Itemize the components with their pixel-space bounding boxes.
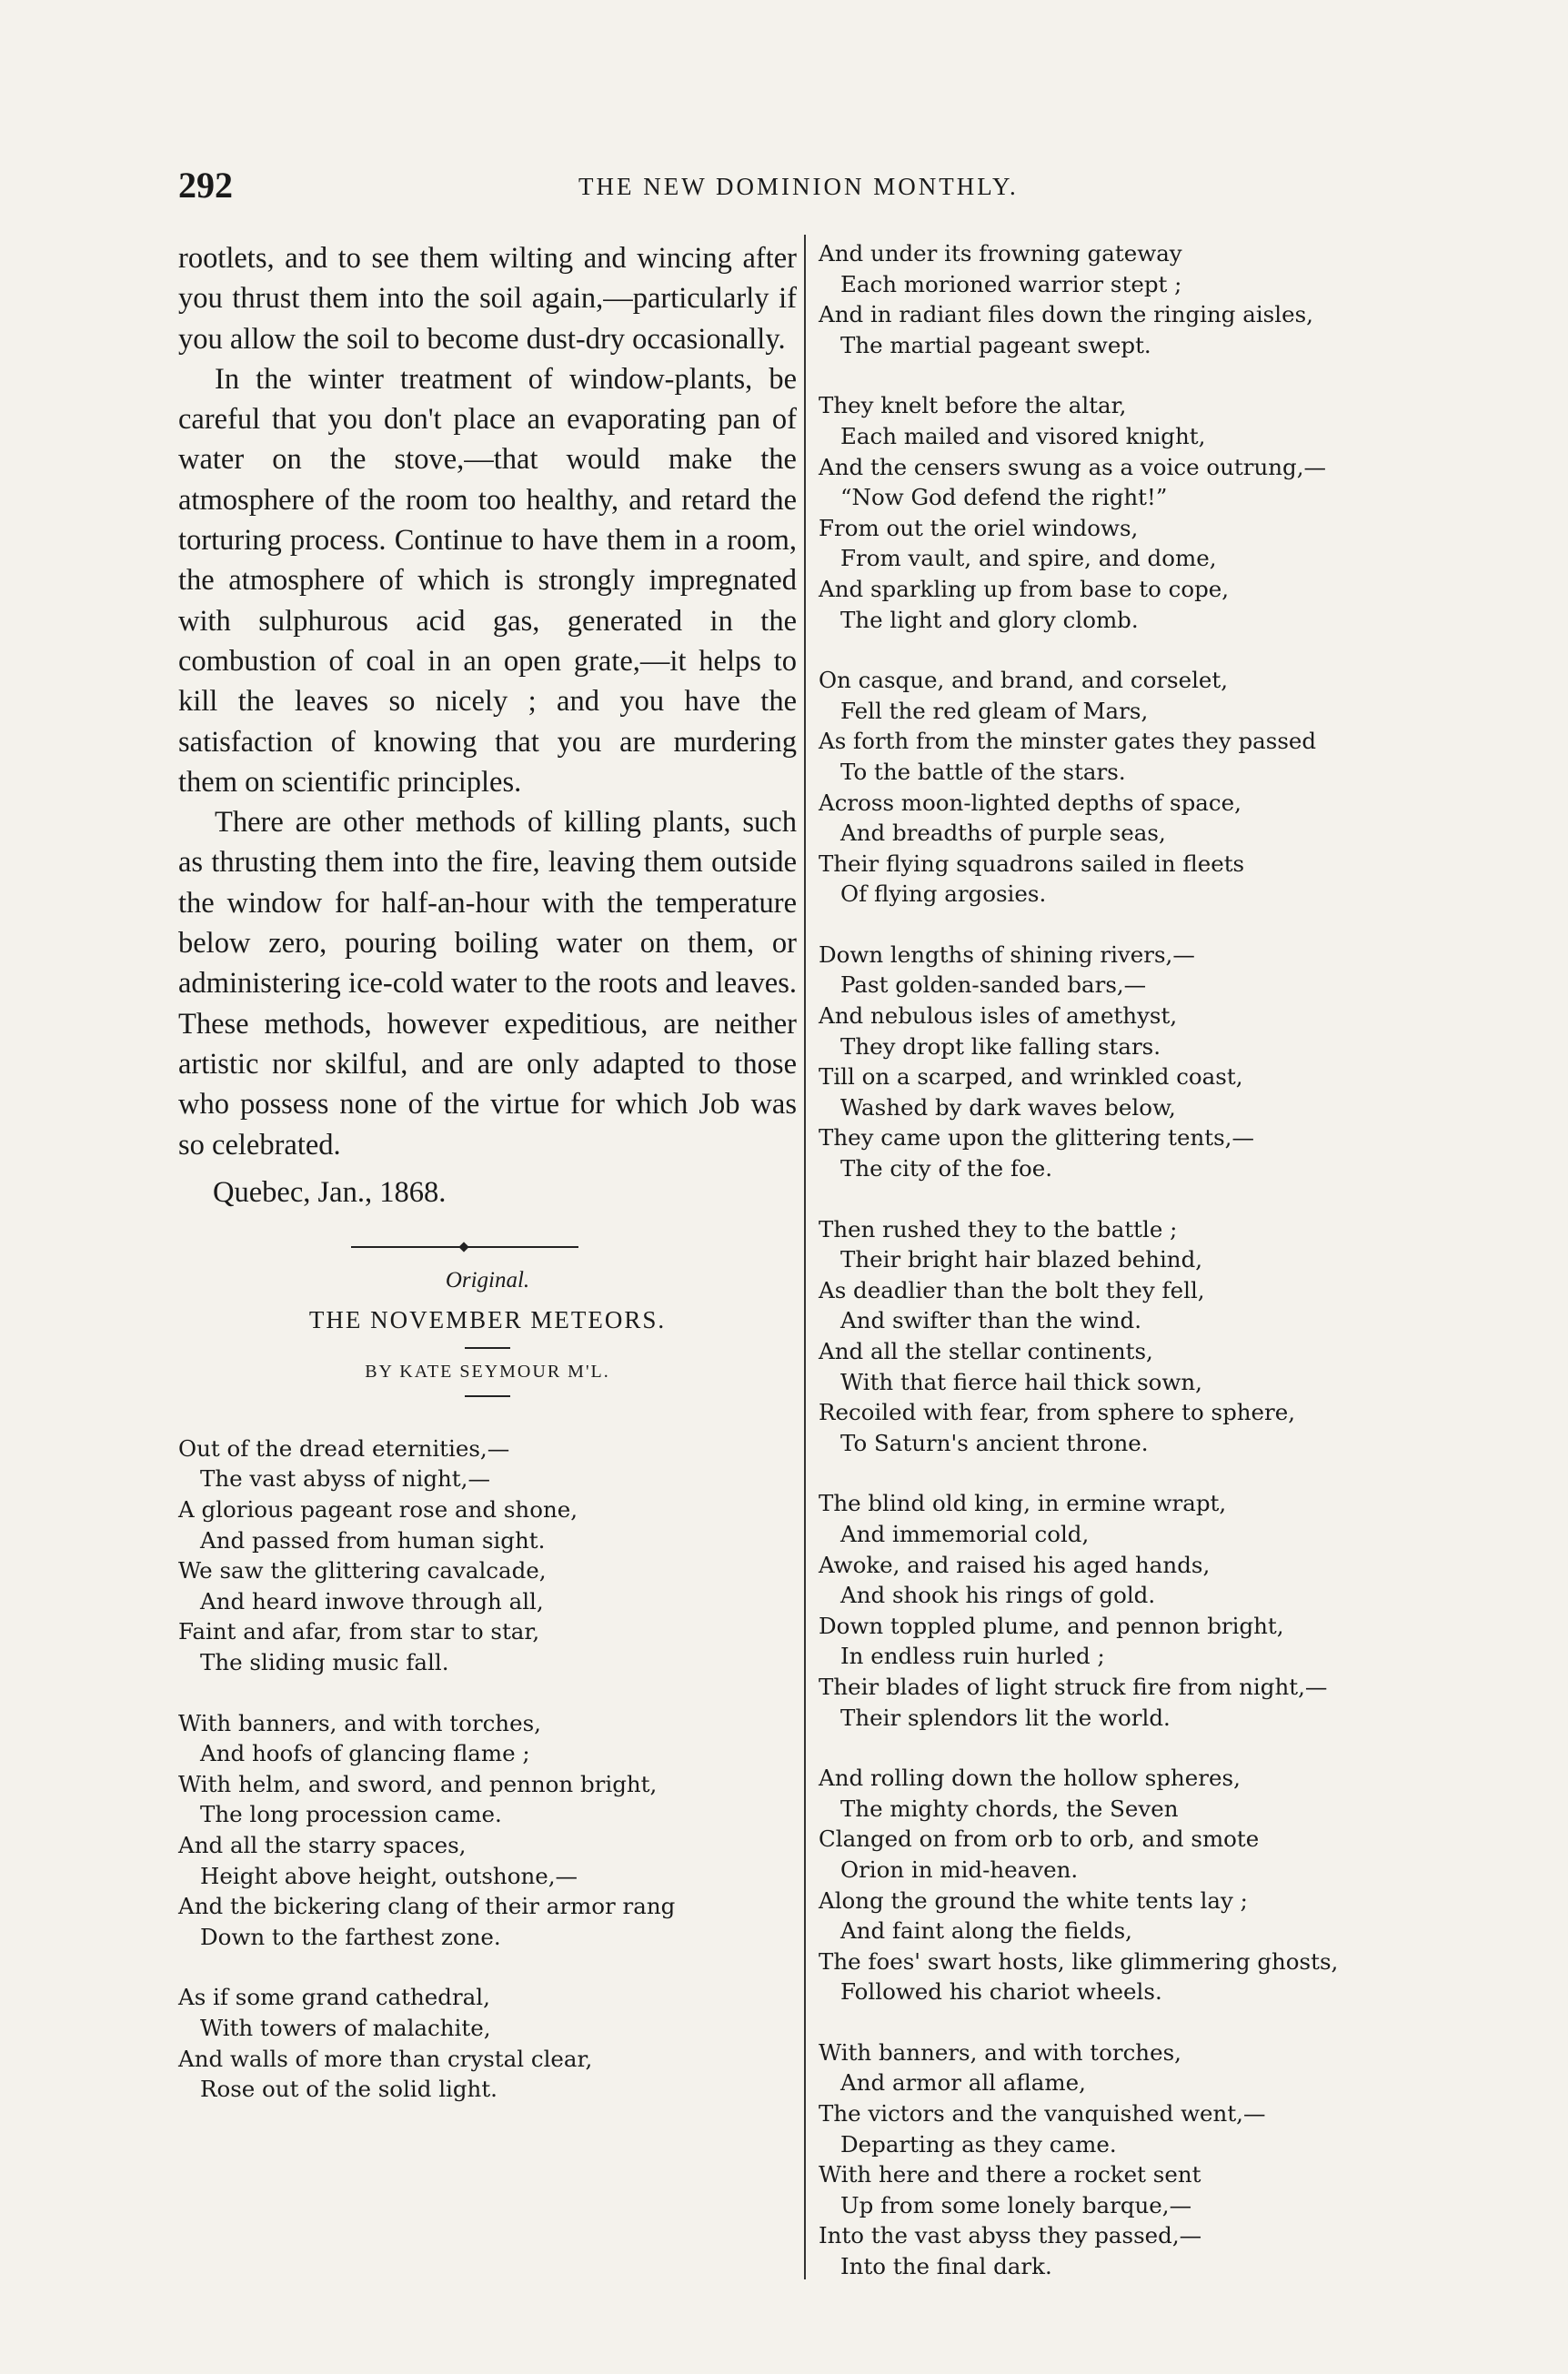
poem-line: And swifter than the wind.: [840, 1307, 1142, 1334]
poem-line: From out the oriel windows,: [819, 514, 1139, 541]
poem-line: Recoiled with fear, from sphere to sphere,: [819, 1399, 1296, 1426]
poem-line: With towers of malachite,: [200, 2014, 491, 2041]
poem-line: Faint and afar, from star to star,: [178, 1618, 540, 1645]
poem-line: We saw the glittering cavalcade,: [178, 1557, 547, 1584]
poem-line: Till on a scarped, and wrinkled coast,: [819, 1063, 1243, 1091]
poem-line: Their flying squadrons sailed in fleets: [819, 850, 1245, 877]
poem-stanza: [819, 1214, 1437, 1459]
poem-line: Each mailed and visored knight,: [840, 422, 1206, 449]
poem-stanza: [819, 2037, 1437, 2282]
column-divider: [804, 235, 806, 2279]
poem-line: Clanged on from orb to orb, and smote: [819, 1826, 1260, 1853]
paragraph: There are other methods of killing plants, such as thrusting them into the fire, leaving them outside the window for half-an-hour with the temperature below zero, pouring boiling water on them, or administering ice-cold water to the roots and leaves. These methods, however expeditious, are neither artistic nor skilful, and are only adapted to those who possess none of the virtue for which Job was so celebrated.: [178, 806, 797, 1162]
article-prose: [178, 238, 797, 1165]
poem-line: Into the vast abyss they passed,—: [819, 2222, 1202, 2249]
poem-line: With here and there a rocket sent: [819, 2161, 1201, 2188]
byline-rule: [465, 1395, 510, 1397]
section-divider: [351, 1246, 578, 1248]
poem-line: The sliding music fall.: [200, 1648, 449, 1675]
poem-line: A glorious pageant rose and shone,: [178, 1496, 578, 1524]
poem-line: And all the starry spaces,: [178, 1831, 467, 1858]
article-signoff: Quebec, Jan., 1868.: [213, 1175, 447, 1209]
right-column: [819, 238, 1437, 2312]
poem-line: Of flying argosies.: [840, 880, 1047, 908]
paragraph: rootlets, and to see them wilting and wincing after you thrust them into the soil again,—particularly if you allow the soil to become dust-dry occasionally.: [178, 242, 797, 356]
poem-line: The blind old king, in ermine wrapt,: [819, 1490, 1227, 1517]
poem-line: Rose out of the solid light.: [200, 2076, 498, 2103]
poem-line: And rolling down the hollow spheres,: [819, 1765, 1241, 1792]
poem-line: And shook his rings of gold.: [840, 1582, 1156, 1609]
poem-line: Fell the red gleam of Mars,: [840, 697, 1149, 724]
poem-line: They dropt like falling stars.: [840, 1032, 1161, 1060]
poem-line: To the battle of the stars.: [840, 758, 1126, 785]
poem-line: Up from some lonely barque,—: [840, 2191, 1192, 2218]
poem-stanza: [178, 1982, 797, 2104]
poem-line: They came upon the glittering tents,—: [819, 1124, 1254, 1152]
poem-line: Their blades of light struck fire from night,—: [819, 1673, 1328, 1700]
poem-line: To Saturn's ancient throne.: [840, 1429, 1149, 1456]
poem-line: “Now God defend the right!”: [840, 484, 1168, 511]
poem-line: With that fierce hail thick sown,: [840, 1368, 1202, 1395]
poem-line: As if some grand cathedral,: [178, 1984, 490, 2011]
poem-line: With helm, and sword, and pennon bright,: [178, 1770, 658, 1797]
poem-line: And the bickering clang of their armor rang: [178, 1893, 676, 1920]
poem-line: Awoke, and raised his aged hands,: [819, 1551, 1211, 1578]
poem-line: The light and glory clomb.: [840, 606, 1139, 633]
poem-line: And under its frowning gateway: [819, 240, 1182, 267]
poem-line: And immemorial cold,: [840, 1520, 1090, 1547]
poem-line: Down lengths of shining rivers,—: [819, 941, 1195, 968]
poem-line: And in radiant files down the ringing aisles,: [819, 301, 1313, 328]
poem-line: Orion in mid-heaven.: [840, 1856, 1079, 1883]
running-head: THE NEW DOMINION MONTHLY.: [578, 173, 1019, 200]
poem-line: The foes' swart hosts, like glimmering ghosts,: [819, 1947, 1339, 1975]
poem-line: The city of the foe.: [840, 1155, 1053, 1182]
poem-stanza: [819, 238, 1437, 360]
poem-stanza: [819, 1488, 1437, 1733]
poem-line: With banners, and with torches,: [178, 1709, 541, 1736]
poem-stanza: [178, 1708, 797, 1953]
left-column: [178, 238, 797, 2135]
poem-line: And the censers swung as a voice outrung,—: [819, 453, 1326, 480]
poem-right-column: [819, 238, 1437, 2282]
poem-line: And faint along the fields,: [840, 1917, 1132, 1945]
poem-line: And all the stellar continents,: [819, 1338, 1153, 1364]
poem-line: And passed from human sight.: [200, 1526, 546, 1554]
poem-stanza: [819, 940, 1437, 1184]
poem-byline: BY KATE SEYMOUR M'L.: [365, 1361, 610, 1382]
poem-line: The victors and the vanquished went,—: [819, 2100, 1266, 2128]
poem-line: Their splendors lit the world.: [840, 1704, 1171, 1731]
poem-line: And walls of more than crystal clear,: [178, 2045, 593, 2072]
poem-line: And nebulous isles of amethyst,: [819, 1002, 1178, 1030]
poem-stanza: [819, 1763, 1437, 2007]
poem-line: Followed his chariot wheels.: [840, 1978, 1162, 2006]
poem-title: THE NOVEMBER METEORS.: [308, 1305, 667, 1333]
poem-line: On casque, and brand, and corselet,: [819, 667, 1229, 694]
poem-line: Washed by dark waves below,: [840, 1093, 1176, 1121]
poem-left-column: [178, 1433, 797, 2105]
poem-stanza: [819, 390, 1437, 635]
poem-line: Height above height, outshone,—: [200, 1862, 578, 1889]
poem-line: They knelt before the altar,: [819, 392, 1127, 419]
poem-line: The mighty chords, the Seven: [840, 1795, 1179, 1822]
poem-line: As deadlier than the bolt they fell,: [819, 1276, 1205, 1303]
poem-line: And armor all aflame,: [840, 2069, 1086, 2097]
page-header: [178, 164, 1397, 209]
poem-line: In endless ruin hurled ;: [840, 1643, 1105, 1670]
poem-line: The martial pageant swept.: [840, 331, 1151, 358]
poem-line: Departing as they came.: [840, 2130, 1117, 2158]
poem-line: Then rushed they to the battle ;: [819, 1215, 1178, 1242]
poem-stanza: [178, 1433, 797, 1678]
poem-stanza: [819, 665, 1437, 910]
poem-line: Down to the farthest zone.: [200, 1923, 501, 1950]
poem-line: Along the ground the white tents lay ;: [819, 1886, 1248, 1914]
poem-line: The long procession came.: [200, 1801, 502, 1828]
poem-line: Down toppled plume, and pennon bright,: [819, 1612, 1284, 1639]
poem-line: Each morioned warrior stept ;: [840, 270, 1182, 297]
poem-line: Past golden-sanded bars,—: [840, 971, 1147, 999]
poem-line: Out of the dread eternities,—: [178, 1434, 510, 1462]
poem-line: Their bright hair blazed behind,: [840, 1246, 1203, 1273]
poem-line: Into the final dark.: [840, 2253, 1052, 2280]
poem-line: And hoofs of glancing flame ;: [200, 1740, 530, 1767]
original-label: Original.: [445, 1267, 530, 1293]
page-number: 292: [178, 165, 233, 206]
poem-line: And breadths of purple seas,: [840, 820, 1166, 847]
poem-line: From vault, and spire, and dome,: [840, 545, 1217, 572]
poem-line: And sparkling up from base to cope,: [819, 575, 1230, 602]
poem-line: And heard inwove through all,: [200, 1587, 544, 1615]
poem-line: As forth from the minster gates they passed: [819, 728, 1317, 755]
poem-line: The vast abyss of night,—: [200, 1465, 490, 1493]
title-rule: [465, 1347, 510, 1349]
poem-line: With banners, and with torches,: [819, 2038, 1181, 2066]
paragraph: In the winter treatment of window-plants, be careful that you don't place an evaporating pan of water on the stove,—that would make the atmosphere of the room too healthy, and retard the torturing process. Continue to have them in a room, the atmosphere of which is strongly impregnated with sulphurous acid gas, generated in the combustion of coal in an open grate,—it helps to kill the leaves so nicely ; and you have the satisfaction of knowing that you are murdering them on scientific principles.: [178, 362, 797, 799]
poem-line: Across moon-lighted depths of space,: [819, 789, 1241, 816]
